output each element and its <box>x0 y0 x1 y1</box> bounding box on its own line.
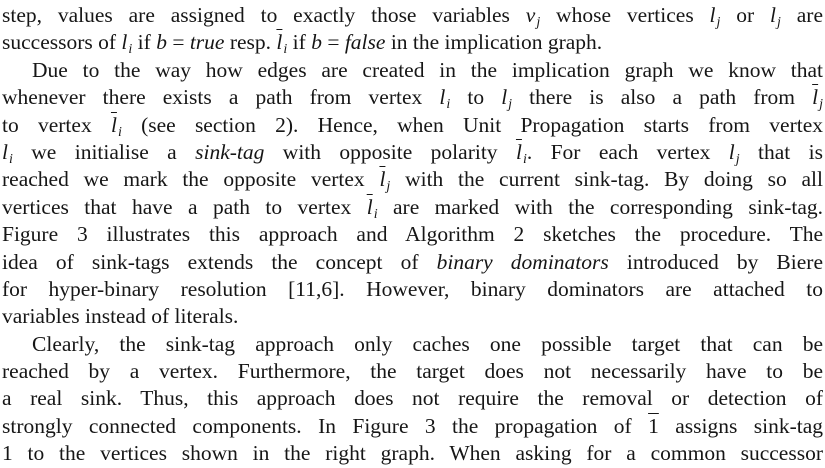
text-line <box>2 112 823 139</box>
overlined-math-var: 1 <box>648 413 659 438</box>
text-line <box>2 84 823 111</box>
math-atom <box>2 139 13 167</box>
text-run: we initialise a <box>12 139 196 164</box>
math-atom <box>379 167 391 194</box>
text-run: Due to the way how edges are created in the implication graph we know that <box>32 57 823 82</box>
math-atom <box>728 139 740 167</box>
text-run: whose vertices <box>540 3 710 27</box>
text-run: Clearly, the sink-tag approach only caches one possible target that can be <box>32 331 823 356</box>
math-atom <box>156 30 167 54</box>
math-atom <box>439 85 451 112</box>
text-line <box>2 413 823 440</box>
text-run: Figure 3 illustrates this approach and Algorithm 2 sketches the procedure. The <box>2 222 823 247</box>
text-run: for hyper-binary resolution [11,6]. However, binary dominators are attached to <box>2 276 823 301</box>
math-var: l <box>709 3 716 27</box>
text-run: = <box>166 30 190 55</box>
math-atom <box>709 3 721 30</box>
math-var: l <box>439 85 446 110</box>
text-run: a real sink. Thus, this approach does not require the removal or detection of <box>2 386 823 411</box>
text-run: are marked with the corresponding sink-tag. <box>377 194 823 219</box>
text-run: strongly connected components. In Figure 3 the propagation of <box>2 413 649 438</box>
text-line <box>2 249 823 276</box>
math-var: l <box>501 85 508 110</box>
text-line <box>2 221 823 248</box>
math-atom <box>276 30 288 57</box>
math-atom <box>812 85 823 112</box>
math-var: b <box>311 30 322 55</box>
overlined-math-var: $\overline{l}$ <box>515 139 522 164</box>
text-run: are <box>780 3 823 27</box>
text-line <box>2 29 823 56</box>
math-var: l <box>728 139 735 164</box>
text-run: 1 to the vertices shown in the right graph. When asking for a common successor <box>2 441 823 466</box>
text-run: with the current sink-tag. By doing so all <box>390 167 823 192</box>
text-run: resp. <box>224 30 277 55</box>
text-run: step, values are assigned to exactly those variables <box>2 3 526 27</box>
overlined-math-var: $\overline{l}$ <box>812 85 819 110</box>
math-subscript: i <box>283 42 288 57</box>
text-run: that is <box>739 139 823 164</box>
italic-text-run: false <box>344 30 386 55</box>
paper-text-block <box>2 2 823 468</box>
text-line <box>2 2 823 29</box>
overlined-math-var: $\overline{l}$ <box>110 112 117 137</box>
text-run: variables instead of literals. <box>2 304 239 329</box>
italic-text-run: binary dominators <box>436 249 609 274</box>
text-run: vertices that have a path to vertex <box>2 194 367 219</box>
math-atom <box>525 3 541 30</box>
math-atom <box>770 3 781 30</box>
text-run: there is also a path from <box>512 85 813 110</box>
text-line <box>2 194 823 221</box>
italic-text-run: true <box>189 30 225 55</box>
text-run: whenever there exists a path from vertex <box>2 85 440 110</box>
math-var: l <box>2 139 8 164</box>
text-line <box>2 166 823 193</box>
text-line <box>2 331 823 358</box>
math-var: l <box>121 30 128 55</box>
text-run: reached we mark the opposite vertex <box>2 167 380 192</box>
math-atom <box>121 30 133 57</box>
math-subscript: j <box>735 151 740 167</box>
math-subscript: i <box>117 124 122 139</box>
text-run: assigns sink-tag <box>658 413 823 438</box>
text-run: in the implication graph. <box>385 30 603 55</box>
math-subscript: i <box>373 206 378 222</box>
text-run: = <box>321 30 345 55</box>
text-line <box>2 440 823 467</box>
overlined-math-var: $\overline{l}$ <box>379 167 386 192</box>
math-subscript: i <box>8 151 13 167</box>
text-line <box>2 303 823 330</box>
math-var: b <box>156 30 167 55</box>
text-run: if <box>132 30 157 55</box>
text-run: successors of <box>2 30 122 55</box>
math-atom <box>648 414 659 438</box>
text-line <box>2 139 823 166</box>
math-subscript: j <box>777 15 781 30</box>
text-run: introduced by Biere <box>608 249 823 274</box>
italic-text-run: sink-tag <box>195 139 265 164</box>
text-run: or <box>720 3 771 27</box>
text-run: . For each vertex <box>526 139 729 164</box>
math-atom <box>366 194 378 222</box>
text-line <box>2 358 823 385</box>
math-atom <box>501 85 513 112</box>
math-atom <box>111 113 122 137</box>
overlined-math-var: $\overline{l}$ <box>276 30 283 55</box>
text-run: idea of sink-tags extends the concept of <box>2 249 437 274</box>
text-line <box>2 276 823 303</box>
math-var: v <box>525 3 536 27</box>
math-subscript: j <box>819 97 823 112</box>
math-subscript: i <box>446 97 451 112</box>
math-subscript: i <box>522 151 527 167</box>
text-line <box>2 57 823 84</box>
text-run: to vertex <box>2 112 111 137</box>
math-subscript: i <box>128 42 133 57</box>
text-run: reached by a vertex. Furthermore, the target does not necessarily have to be <box>2 359 823 384</box>
text-run: (see section 2). Hence, when Unit Propagation starts from vertex <box>121 112 823 137</box>
overlined-math-var: $\overline{l}$ <box>366 194 373 219</box>
text-line <box>2 385 823 412</box>
text-run: if <box>287 30 312 55</box>
math-subscript: j <box>386 179 391 194</box>
math-subscript: j <box>508 97 513 112</box>
text-run: with opposite polarity <box>264 139 516 164</box>
math-atom <box>311 30 322 54</box>
math-var: l <box>770 3 776 27</box>
text-run: to <box>450 85 502 110</box>
math-atom <box>515 139 527 167</box>
math-subscript: j <box>536 15 541 30</box>
math-subscript: j <box>716 15 721 30</box>
